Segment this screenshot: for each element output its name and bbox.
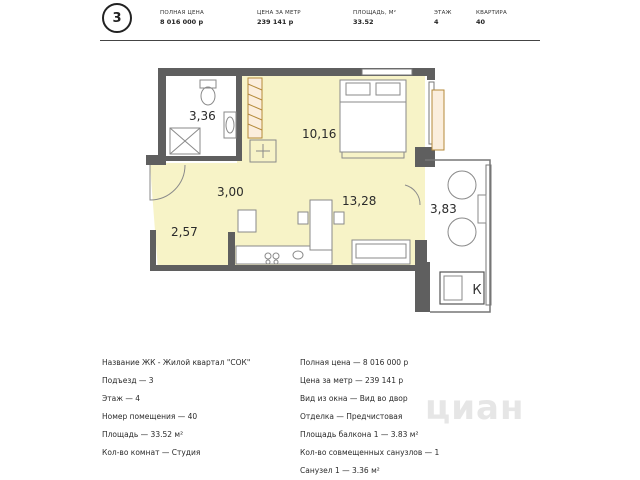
detail-window-view: Вид из окна — Вид во двор xyxy=(300,394,408,403)
header-price-per-meter-label: ЦЕНА ЗА МЕТР xyxy=(257,10,301,16)
detail-price-per-meter: Цена за метр — 239 141 р xyxy=(300,376,404,385)
wall-bottom xyxy=(150,265,420,271)
wall-left-stub xyxy=(146,155,166,165)
room-kitchen-living-area: 13,28 xyxy=(342,194,377,208)
header-full-price-label: ПОЛНАЯ ЦЕНА xyxy=(160,10,204,16)
cian-watermark-logo: циан xyxy=(425,388,525,428)
wall-corridor-bottom xyxy=(228,232,235,270)
room-bedroom-area: 10,16 xyxy=(302,127,337,141)
detail-full-price: Полная цена — 8 016 000 р xyxy=(300,358,409,367)
detail-complex-name: Название ЖК - Жилой квартал "СОК" xyxy=(102,358,251,367)
wall-bottom-left xyxy=(150,230,156,271)
header-price-per-meter-value: 239 141 р xyxy=(257,18,294,26)
detail-floor: Этаж — 4 xyxy=(102,394,140,403)
sofa xyxy=(352,240,410,264)
room-bathroom-area: 3,36 xyxy=(189,109,216,123)
wall-right-upper xyxy=(427,68,435,80)
wall-left xyxy=(158,68,166,165)
detail-finish: Отделка — Предчистовая xyxy=(300,412,403,421)
header-floor-label: ЭТАЖ xyxy=(434,10,452,16)
header-full-price-value: 8 016 000 р xyxy=(160,18,204,26)
fridge xyxy=(238,210,256,232)
room-hall-area: 2,57 xyxy=(171,225,198,239)
header-apartment-label: КВАРТИРА xyxy=(476,10,507,16)
detail-bathroom-area: Санузел 1 — 3.36 м² xyxy=(300,466,380,475)
detail-entrance: Подъезд — 3 xyxy=(102,376,154,385)
wall-balcony-bottom xyxy=(415,262,430,312)
window-top xyxy=(362,69,412,75)
header-area-label: ПЛОЩАДЬ, М² xyxy=(353,10,397,16)
wardrobe-right xyxy=(432,90,444,150)
room-balcony-area: 3,83 xyxy=(430,202,457,216)
detail-unit-number: Номер помещения — 40 xyxy=(102,412,198,421)
room-corridor-area: 3,00 xyxy=(217,185,244,199)
wall-bath-right xyxy=(236,76,242,156)
header-area-value: 33.52 xyxy=(353,18,374,26)
floor-plan-number-badge: 3 xyxy=(102,3,132,33)
wall-bath-bottom xyxy=(166,156,242,161)
header-apartment-value: 40 xyxy=(476,18,486,26)
detail-rooms: Кол-во комнат — Студия xyxy=(102,448,201,457)
detail-bathroom-count: Кол-во совмещенных санузлов — 1 xyxy=(300,448,440,457)
detail-balcony-area: Площадь балкона 1 — 3.83 м² xyxy=(300,430,419,439)
header-floor-value: 4 xyxy=(434,18,439,26)
bed xyxy=(340,80,406,158)
apartment-details xyxy=(0,350,640,480)
conditioner-mark: К xyxy=(472,283,482,298)
detail-area: Площадь — 33.52 м² xyxy=(102,430,184,439)
wardrobe xyxy=(248,78,262,138)
conditioner-box xyxy=(440,272,484,304)
